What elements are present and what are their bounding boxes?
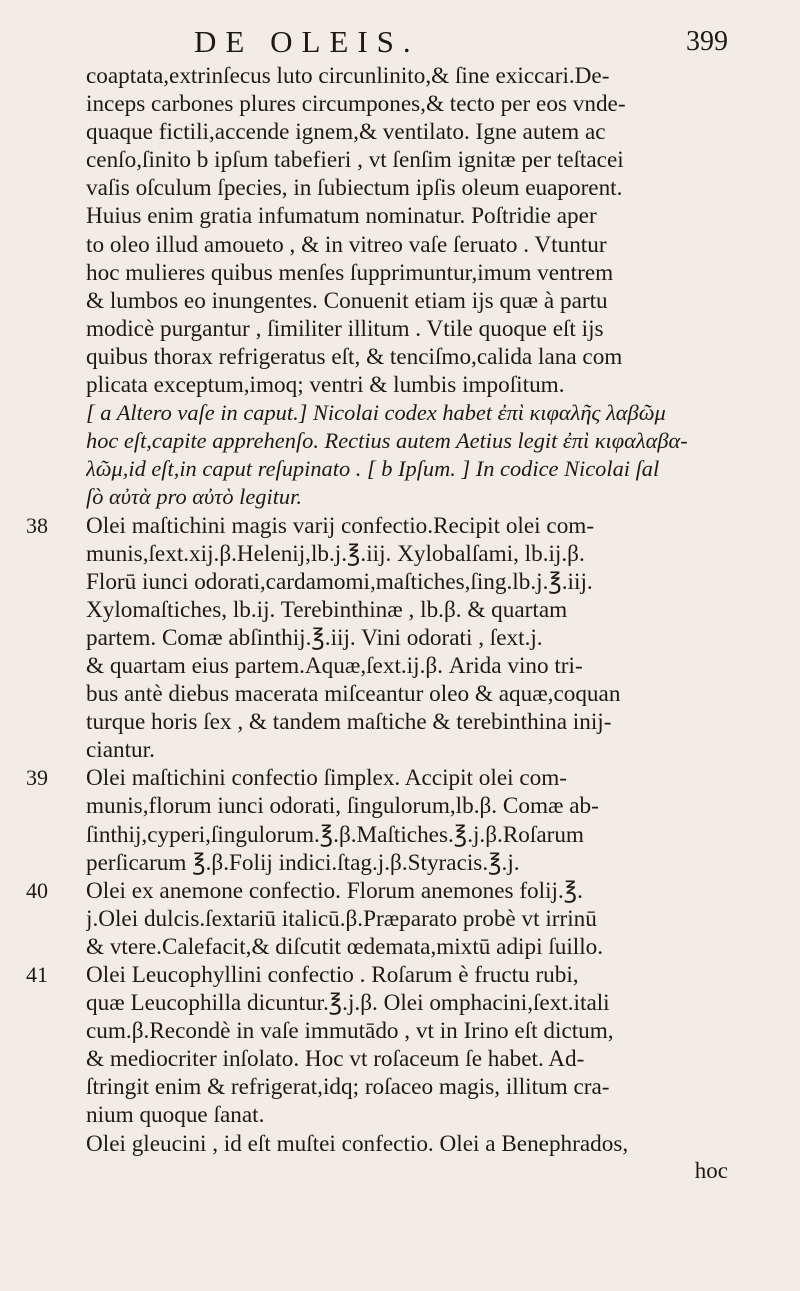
text-line: Olei Leucophyllini confectio . Roſarum è fructu rubi, [86,962,579,988]
text-line: partem. Comæ abſinthij.℥.iij. Vini odorati , ſext.j. [86,624,543,651]
text-body [26,62,728,1158]
text-line: quæ Leucophilla dicuntur.℥.j.β. Olei omphacini,ſext.itali [86,990,610,1017]
text-line: & mediocriter inſolato. Hoc vt roſaceum ſe habet. Ad- [86,1046,585,1073]
text-line: [ a Altero vaſe in caput.] Nicolai codex habet ἐπὶ κιφαλῆς λαβῶμ [86,400,666,426]
text-line: Xylomaſtiches, lb.ij. Terebinthinæ , lb.β. & quartam [86,596,568,623]
text-line: plicata exceptum,imoq; ventri & lumbis impoſitum. [86,372,565,399]
text-line: coaptata,extrinſecus luto circunlinito,& ſine exiccari.De- [86,63,610,89]
text-line: munis,florum iunci odorati, ſingulorum,lb.β. Comæ ab- [86,793,599,820]
paragraph [26,877,728,961]
text-line: cum.β.Recondè in vaſe immutādo , vt in Irino eſt dictum, [86,1018,614,1045]
paragraph-number: 41 [26,962,48,987]
text-line: Huius enim gratia infumatum nominatur. Poſtridie aper [86,203,597,230]
text-line: ſò αὐτὰ pro αὐτὸ legitur. [86,484,302,510]
text-line: & lumbos eo inungentes. Conuenit etiam ijs quæ à partu [86,287,608,314]
page-number: 399 [686,26,728,57]
text-line: inceps carbones plures circumpones,& tecto per eos vnde- [86,91,626,118]
text-line: perſicarum ℥.β.Folij indici.ſtag.j.β.Styracis.℥.j. [86,849,520,876]
text-line: modicè purgantur , ſimiliter illitum . Vtile quoque eſt ijs [86,315,604,342]
text-line: hoc mulieres quibus menſes ſupprimuntur,imum ventrem [86,259,614,286]
running-head: DE OLEIS. [194,24,420,59]
paragraph-number: 38 [26,512,48,538]
text-line: Olei ex anemone confectio. Florum anemones folij.℥. [86,877,583,904]
text-line: quibus thorax refrigeratus eſt, & tenciſmo,calida lana com [86,343,623,370]
paragraph-number: 40 [26,877,48,903]
text-line: munis,ſext.xij.β.Helenij,lb.j.℥.iij. Xylobalſami, lb.ij.β. [86,540,585,567]
catchword: hoc [694,1157,728,1183]
text-line: to oleo illud amoueto , & in vitreo vaſe ſeruato . Vtuntur [86,231,607,258]
text-line: Olei gleucini , id eſt muſtei confectio. Olei a Benephrados, [86,1130,629,1157]
paragraph [86,62,728,399]
text-line: vaſis oſculum ſpecies, in ſubiectum ipſis oleum euaporent. [86,175,623,202]
text-line: ſinthij,cyperi,ſingulorum.℥.β.Maſtiches.℥.j.β.Roſarum [86,821,584,848]
paragraph-number: 39 [26,765,48,791]
text-line: Florū iunci odorati,cardamomi,maſtiches,ſing.lb.j.℥.iij. [86,568,593,595]
catchword-row [86,1158,728,1186]
text-line: hoc eſt,capite apprehenſo. Rectius autem Aetius legit ἐπὶ κιφαλαβα- [86,428,688,454]
text-line: quaque fictili,accende ignem,& ventilato. Igne autem ac [86,119,606,146]
text-line: ciantur. [86,737,155,764]
text-line: & quartam eius partem.Aquæ,ſext.ij.β. Arida vino tri- [86,652,583,679]
text-line: nium quoque ſanat. [86,1102,265,1129]
text-line: λῶμ,id eſt,in caput reſupinato . [ b Ipſum. ] In codice Nicolai ſal [86,456,660,482]
text-line: ſtringit enim & refrigerat,idq; roſaceo magis, illitum cra- [86,1074,610,1101]
text-line: cenſo,ſinito b ipſum tabefieri , vt ſenſim ignitæ per teſtacei [86,147,624,174]
page-header [86,12,728,62]
text-line: bus antè diebus macerata miſceantur oleo & aquæ,coquan [86,681,621,708]
text-line: Olei maſtichini magis varij confectio.Recipit olei com- [86,512,595,539]
text-line: j.Olei dulcis.ſextariū italicū.β.Præparato probè vt irrinū [86,905,597,932]
paragraph [26,764,728,876]
paragraph [26,512,728,765]
text-line: turque horis ſex , & tandem maſtiche & terebinthina inij- [86,709,612,736]
text-line: & vtere.Calefacit,& diſcutit œdemata,mixtū adipi ſuillo. [86,933,604,960]
text-line: Olei maſtichini confectio ſimplex. Accipit olei com- [86,765,568,792]
paragraph [26,961,728,1158]
editorial-note [86,399,728,511]
